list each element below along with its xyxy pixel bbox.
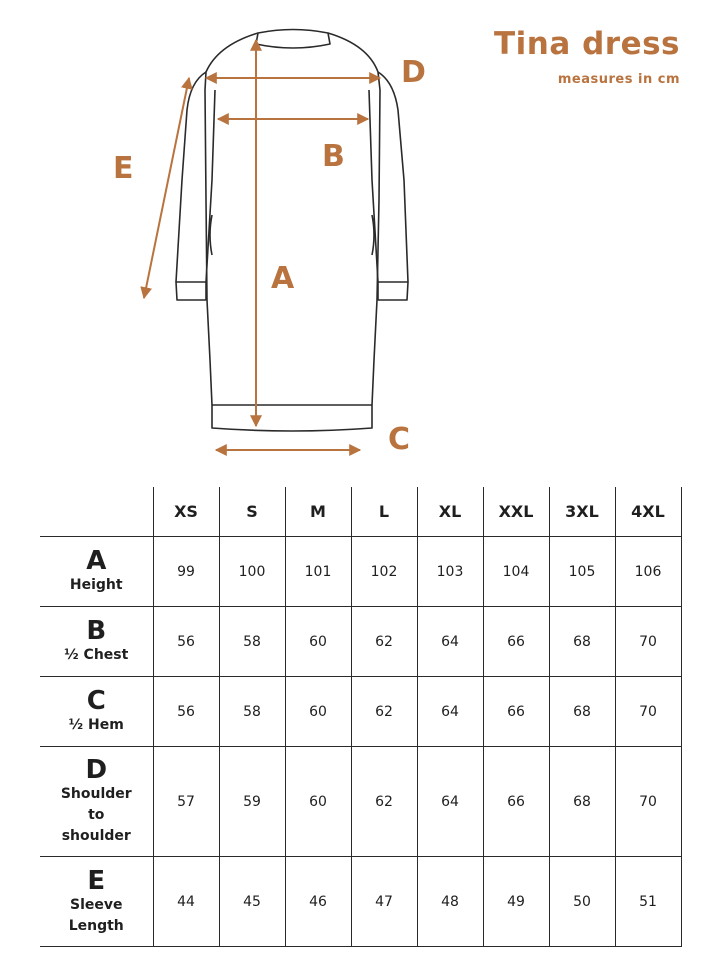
size-header: 3XL [549,487,615,537]
label-e: E [113,151,134,186]
size-header: 4XL [615,487,681,537]
table-cell: 105 [549,537,615,607]
row-label: Sleeve [70,896,123,913]
table-cell: 101 [285,537,351,607]
dress-outline [176,30,408,432]
measurement-arrows [144,40,380,450]
table-cell: 44 [153,857,219,947]
table-cell: 60 [285,607,351,677]
page-title: Tina dress [494,26,680,62]
row-letter: C [86,686,106,716]
row-label: ½ Hem [68,717,124,733]
label-a: A [271,261,295,296]
row-header [40,607,153,677]
size-header: XXL [483,487,549,537]
row-header [40,747,153,857]
row-label: to [88,807,105,823]
table-cell: 62 [351,607,417,677]
table-cell: 64 [417,747,483,857]
table-row [40,747,681,857]
table-cell: 102 [351,537,417,607]
table-cell: 99 [153,537,219,607]
row-letter: E [87,865,106,896]
label-d: D [401,55,426,90]
row-letter: B [86,616,107,646]
row-label: shoulder [61,828,131,844]
table-row [40,857,681,947]
row-label: Shoulder [60,786,132,802]
table-cell: 66 [483,677,549,747]
table-cell: 51 [615,857,681,947]
size-header: M [285,487,351,537]
table-cell: 100 [219,537,285,607]
row-header [40,537,153,607]
table-cell: 56 [153,607,219,677]
table-row [40,607,681,677]
size-header: XS [153,487,219,537]
table-cell: 68 [549,747,615,857]
table-cell: 59 [219,747,285,857]
table-cell: 56 [153,677,219,747]
table-cell: 106 [615,537,681,607]
table-cell: 50 [549,857,615,947]
table-cell: 45 [219,857,285,947]
table-cell: 60 [285,747,351,857]
table-cell: 66 [483,747,549,857]
table-cell: 70 [615,747,681,857]
size-table [40,487,682,947]
table-cell: 58 [219,607,285,677]
table-cell: 68 [549,677,615,747]
table-cell: 62 [351,677,417,747]
table-cell: 49 [483,857,549,947]
row-label: ½ Chest [64,647,129,663]
table-cell: 68 [549,607,615,677]
row-label: Height [69,577,123,593]
table-cell: 57 [153,747,219,857]
row-header [40,677,153,747]
table-cell: 64 [417,677,483,747]
table-cell: 104 [483,537,549,607]
table-cell: 66 [483,607,549,677]
row-letter: A [86,546,107,576]
table-cell: 70 [615,607,681,677]
size-header-row [40,487,681,537]
row-letter: D [85,755,108,785]
page-subtitle: measures in cm [557,72,680,87]
table-cell: 46 [285,857,351,947]
table-cell: 58 [219,677,285,747]
size-header: S [219,487,285,537]
size-header: L [351,487,417,537]
label-c: C [388,422,411,457]
table-corner [40,487,153,537]
row-header [40,857,153,947]
table-row [40,537,681,607]
row-label: Length [68,917,124,934]
table-cell: 103 [417,537,483,607]
table-cell: 47 [351,857,417,947]
table-cell: 62 [351,747,417,857]
table-cell: 60 [285,677,351,747]
size-header: XL [417,487,483,537]
table-cell: 48 [417,857,483,947]
table-row [40,677,681,747]
dress-diagram [0,0,720,470]
table-cell: 70 [615,677,681,747]
table-cell: 64 [417,607,483,677]
label-b: B [322,139,345,174]
